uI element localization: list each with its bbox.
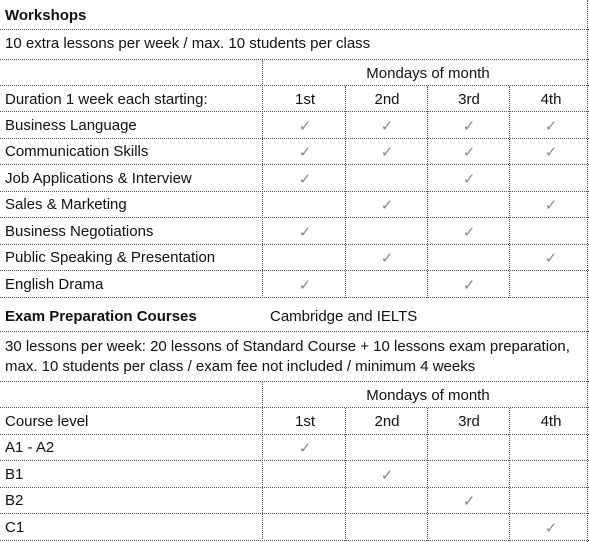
- check-icon: ✓: [462, 276, 476, 294]
- exam-description-line1: 30 lessons per week: 20 lessons of Standard Course + 10 lessons exam preparation,: [5, 338, 570, 355]
- grid-divider: [427, 408, 428, 541]
- exam-col-4th: 4th: [540, 413, 562, 430]
- grid-divider: [345, 408, 346, 541]
- check-icon: ✓: [298, 170, 312, 188]
- check-icon: ✓: [380, 249, 394, 267]
- workshops-row-header: Duration 1 week each starting:: [5, 91, 208, 108]
- workshop-row: [0, 139, 589, 165]
- exam-row: [0, 488, 589, 514]
- workshop-row: [0, 218, 589, 245]
- workshop-label: Business Negotiations: [5, 223, 154, 240]
- exam-description-row: [0, 332, 589, 382]
- exam-title-note: Cambridge and IELTS: [270, 308, 418, 325]
- workshops-title: Workshops: [5, 7, 87, 24]
- workshop-row: [0, 271, 589, 298]
- workshop-row: [0, 165, 589, 192]
- workshop-label: Sales & Marketing: [5, 196, 127, 213]
- exam-level-label: B2: [5, 492, 24, 509]
- exam-column-header-row: [0, 408, 589, 435]
- workshop-label: English Drama: [5, 276, 104, 293]
- check-icon: ✓: [298, 439, 312, 457]
- check-icon: ✓: [298, 117, 312, 135]
- workshops-mondays-header: Mondays of month: [366, 65, 490, 82]
- exam-col-2nd: 2nd: [374, 413, 400, 430]
- check-icon: ✓: [462, 223, 476, 241]
- workshop-label: Business Language: [5, 117, 137, 134]
- workshops-col-1st: 1st: [294, 91, 315, 108]
- check-icon: ✓: [462, 170, 476, 188]
- exam-description-line2: max. 10 students per class / exam fee not included / minimum 4 weeks: [5, 358, 476, 375]
- check-icon: ✓: [544, 249, 558, 267]
- check-icon: ✓: [298, 143, 312, 161]
- workshop-row: [0, 192, 589, 218]
- check-icon: ✓: [544, 143, 558, 161]
- grid-divider: [509, 86, 510, 298]
- exam-row-header: Course level: [5, 413, 89, 430]
- check-icon: ✓: [544, 519, 558, 537]
- check-icon: ✓: [462, 492, 476, 510]
- check-icon: ✓: [380, 143, 394, 161]
- workshop-row: [0, 245, 589, 271]
- exam-level-label: A1 - A2: [5, 439, 55, 456]
- exam-col-1st: 1st: [294, 413, 315, 430]
- grid-divider: [509, 408, 510, 541]
- exam-level-label: C1: [5, 519, 25, 536]
- workshops-col-2nd: 2nd: [374, 91, 400, 108]
- check-icon: ✓: [544, 117, 558, 135]
- check-icon: ✓: [380, 466, 394, 484]
- check-icon: ✓: [462, 143, 476, 161]
- check-icon: ✓: [298, 276, 312, 294]
- grid-divider: [427, 86, 428, 298]
- exam-row: [0, 435, 589, 461]
- workshops-col-4th: 4th: [540, 91, 562, 108]
- exam-mondays-row: [0, 382, 589, 408]
- exam-title-row: [0, 298, 589, 332]
- sheet-right-border: [587, 0, 588, 542]
- workshop-label: Job Applications & Interview: [5, 170, 192, 187]
- exam-level-label: B1: [5, 466, 24, 483]
- check-icon: ✓: [380, 117, 394, 135]
- check-icon: ✓: [380, 196, 394, 214]
- check-icon: ✓: [462, 117, 476, 135]
- workshop-label: Public Speaking & Presentation: [5, 249, 216, 266]
- check-icon: ✓: [544, 196, 558, 214]
- grid-divider: [345, 86, 346, 298]
- exam-col-3rd: 3rd: [458, 413, 480, 430]
- grid-divider: [262, 60, 263, 298]
- workshop-row: [0, 112, 589, 139]
- check-icon: ✓: [298, 223, 312, 241]
- workshops-mondays-row: [0, 60, 589, 86]
- exam-row: [0, 461, 589, 488]
- workshops-subtitle: 10 extra lessons per week / max. 10 students per class: [5, 35, 371, 52]
- workshops-column-header-row: [0, 86, 589, 112]
- exam-mondays-header: Mondays of month: [366, 387, 490, 404]
- grid-divider: [262, 382, 263, 541]
- workshops-subtitle-row: [0, 30, 589, 60]
- workshop-label: Communication Skills: [5, 143, 149, 160]
- workshops-col-3rd: 3rd: [458, 91, 480, 108]
- exam-row: [0, 514, 589, 541]
- workshops-title-row: [0, 0, 589, 30]
- exam-title: Exam Preparation Courses: [5, 308, 197, 325]
